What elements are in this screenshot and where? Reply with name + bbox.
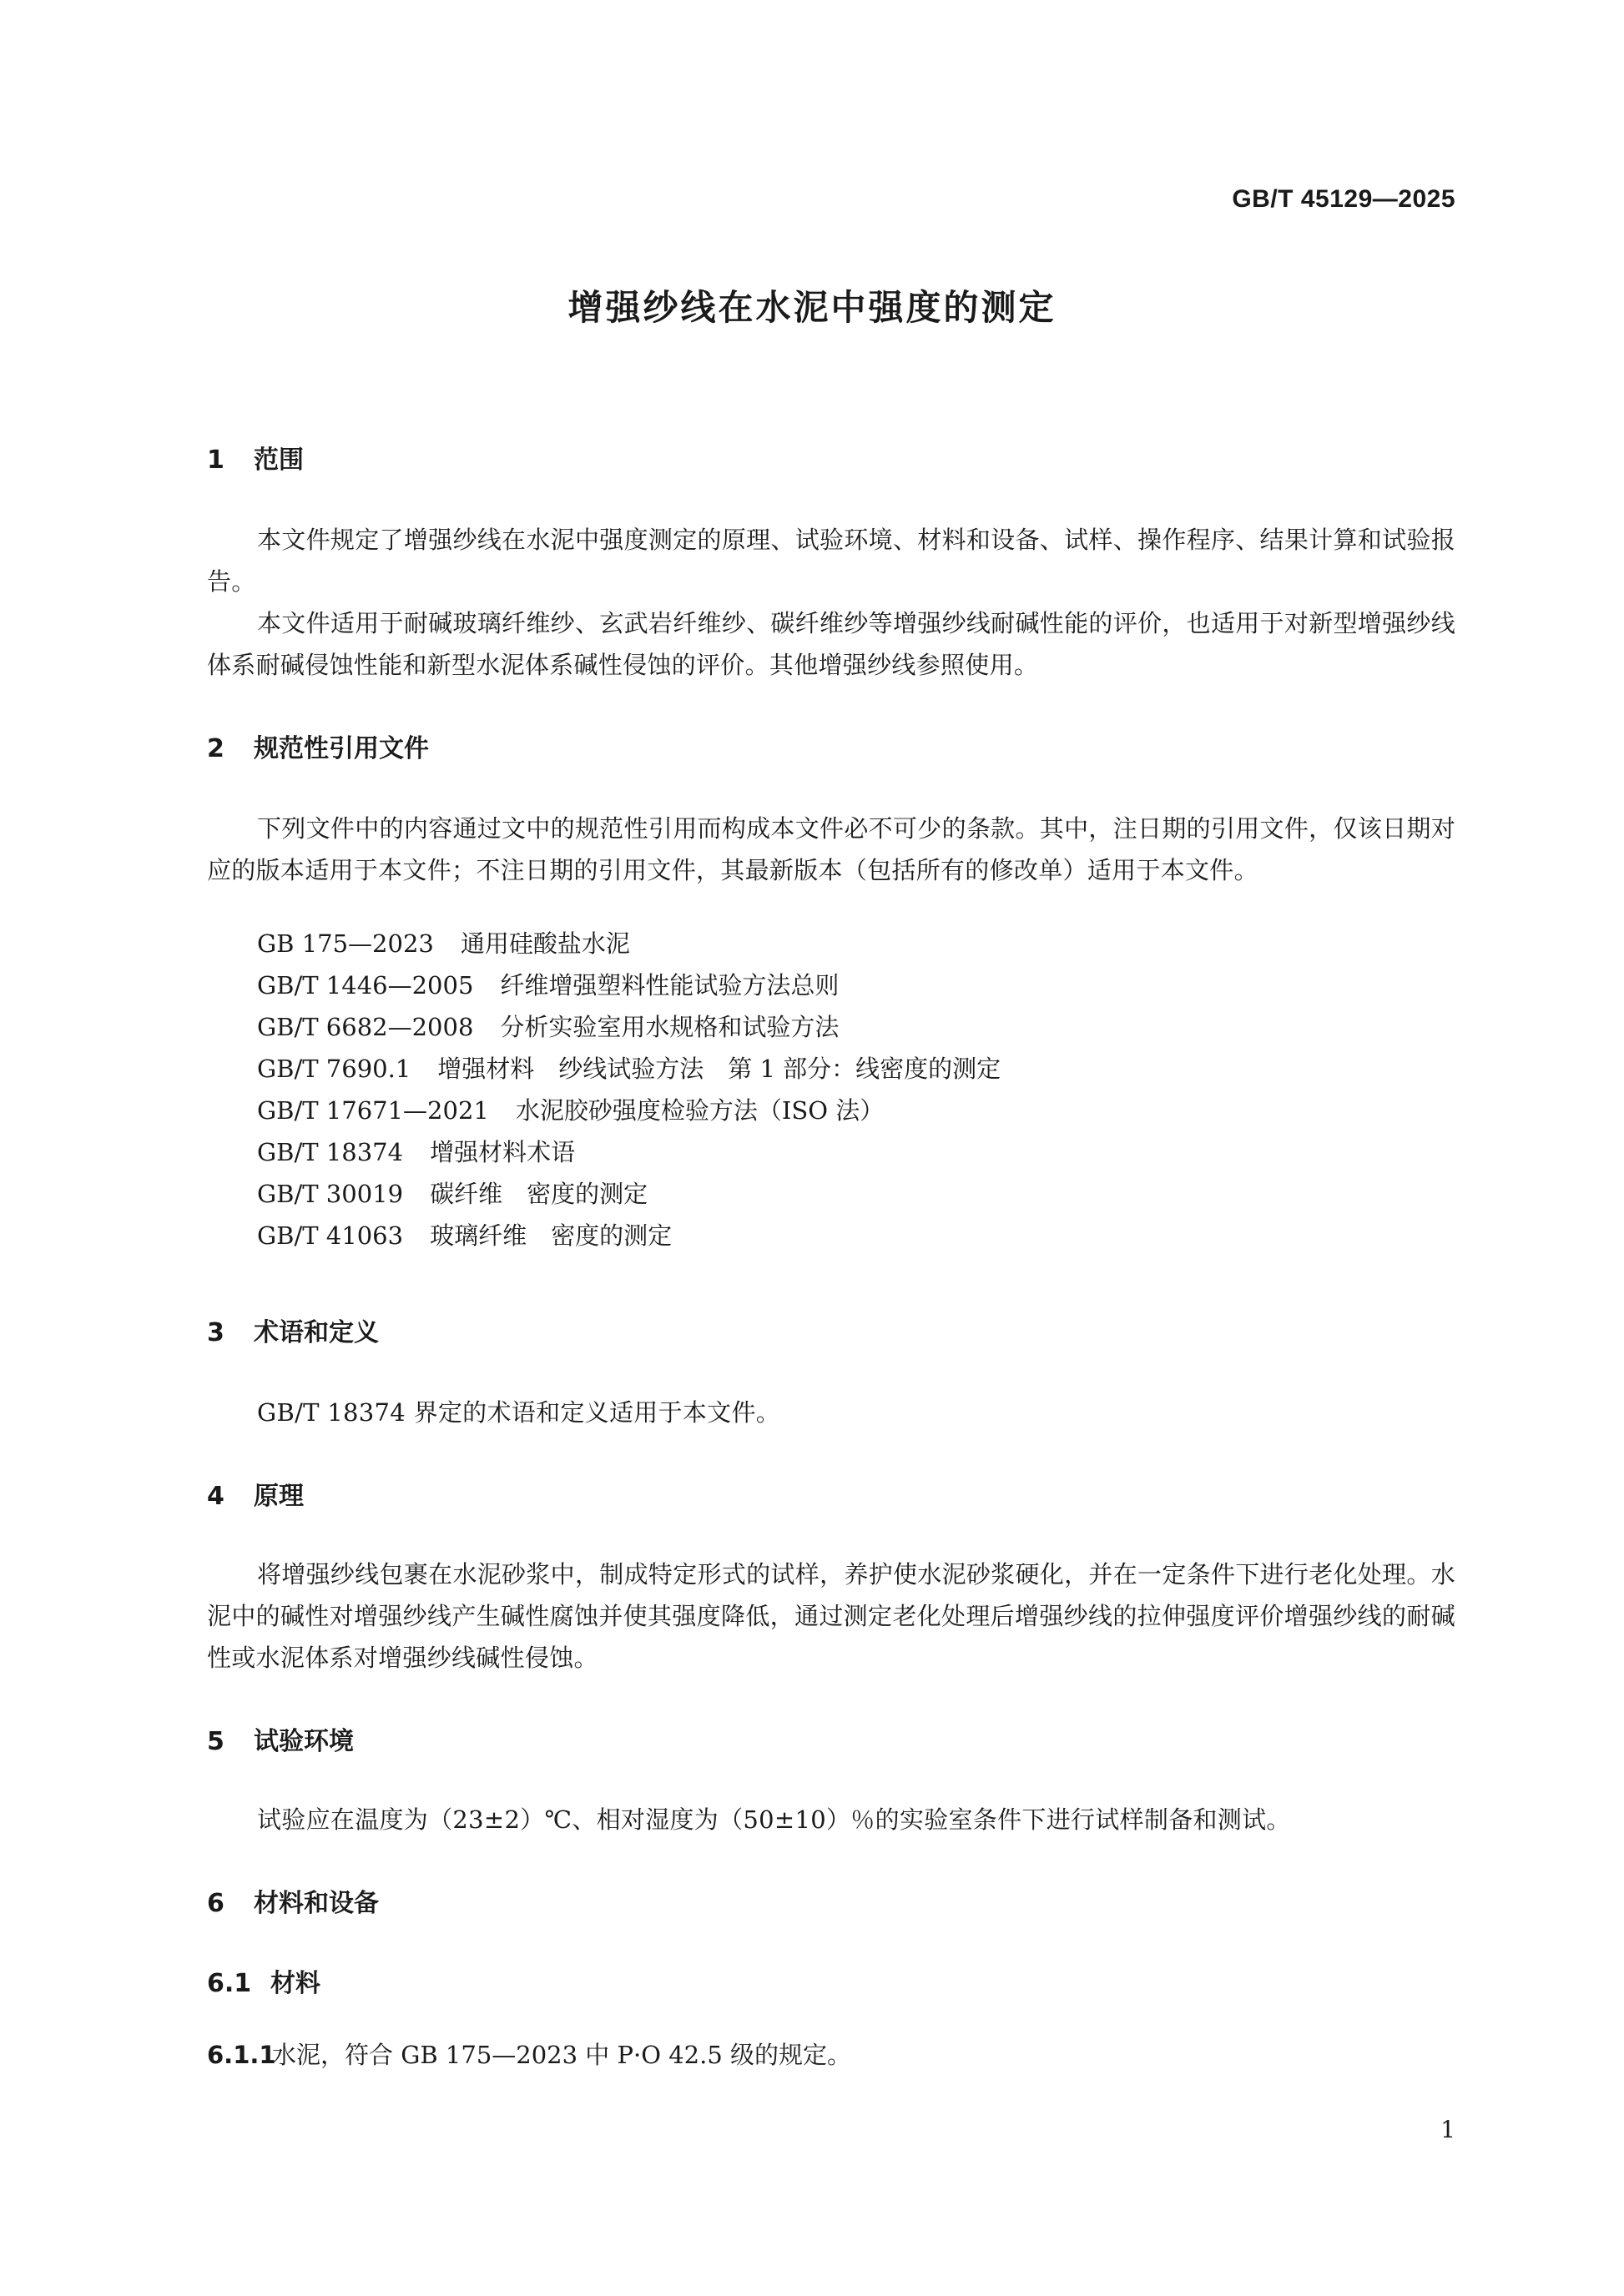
section-2-paragraph-1: 下列文件中的内容通过文中的规范性引用而构成本文件必不可少的条款。其中，注日期的引用文件，仅该日期对应的版本适用于本文件；不注日期的引用文件，其最新版本（包括所有的修改单）适用于本文件。: [207, 814, 1455, 884]
section-2-heading: [207, 728, 429, 764]
document-title: 增强纱线在水泥中强度的测定: [567, 287, 1057, 328]
section-number: 3: [207, 1318, 224, 1347]
section-1-paragraph-2: 本文件适用于耐碱玻璃纤维纱、玄武岩纤维纱、碳纤维纱等增强纱线耐碱性能的评价，也适用于对新型增强纱线体系耐碱侵蚀性能和新型水泥体系碱性侵蚀的评价。其他增强纱线参照使用。: [207, 609, 1455, 679]
reference-code: GB/T 6682—2008: [257, 1013, 474, 1041]
section-6-1-heading: [207, 1962, 320, 1999]
section-6-heading: [207, 1882, 379, 1919]
reference-item: [257, 1131, 1001, 1173]
reference-code: GB 175—2023: [257, 929, 434, 958]
reference-item: [257, 1048, 1001, 1090]
reference-name: 增强材料 纱线试验方法 第 1 部分：线密度的测定: [437, 1055, 1001, 1083]
reference-name: 玻璃纤维 密度的测定: [430, 1221, 673, 1250]
section-number: 4: [207, 1482, 224, 1511]
page-number: 1: [1440, 2116, 1455, 2143]
reference-name: 增强材料术语: [430, 1138, 576, 1166]
reference-item: [257, 964, 1001, 1006]
reference-name: 水泥胶砂强度检验方法（ISO 法）: [515, 1096, 885, 1125]
section-number: 1: [207, 446, 224, 475]
reference-name: 分析实验室用水规格和试验方法: [500, 1013, 840, 1041]
section-3-heading: [207, 1312, 379, 1348]
clause-number: 6.1.1: [207, 2041, 276, 2069]
reference-name: 纤维增强塑料性能试验方法总则: [500, 971, 840, 999]
section-number: 6.1: [207, 1969, 252, 1998]
section-title: 规范性引用文件: [254, 734, 429, 763]
reference-code: GB/T 18374: [257, 1138, 404, 1166]
reference-code: GB/T 30019: [257, 1180, 404, 1208]
section-title: 术语和定义: [254, 1318, 379, 1347]
section-number: 2: [207, 734, 224, 763]
section-title: 范围: [254, 446, 304, 475]
reference-item: [257, 1090, 1001, 1131]
section-title: 原理: [254, 1482, 304, 1511]
reference-item: [257, 1215, 1001, 1256]
reference-code: GB/T 41063: [257, 1221, 404, 1250]
reference-item: [257, 1173, 1001, 1215]
reference-name: 通用硅酸盐水泥: [460, 929, 630, 958]
section-4-heading: [207, 1475, 304, 1512]
section-5-heading: [207, 1720, 354, 1757]
reference-item: [257, 1006, 1001, 1048]
section-title: 材料和设备: [254, 1889, 379, 1918]
section-5-paragraph-1: 试验应在温度为（23±2）℃、相对湿度为（50±10）％的实验室条件下进行试样制备和测试。: [257, 1805, 1291, 1834]
section-1-paragraph-1: 本文件规定了增强纱线在水泥中强度测定的原理、试验环境、材料和设备、试样、操作程序、结果计算和试验报告。: [207, 526, 1455, 596]
clause-text: 水泥，符合 GB 175—2023 中 P·O 42.5 级的规定。: [272, 2041, 852, 2069]
clause-6-1-1: [207, 2034, 1455, 2076]
normative-references-list: [257, 923, 1001, 1256]
reference-code: GB/T 7690.1: [257, 1055, 411, 1083]
section-3-paragraph-1: GB/T 18374 界定的术语和定义适用于本文件。: [257, 1398, 781, 1427]
section-title: 材料: [270, 1969, 320, 1998]
reference-code: GB/T 17671—2021: [257, 1096, 489, 1125]
reference-item: [257, 923, 1001, 964]
section-number: 5: [207, 1727, 224, 1756]
section-title: 试验环境: [254, 1727, 354, 1756]
section-4-paragraph-1: 将增强纱线包裹在水泥砂浆中，制成特定形式的试样，养护使水泥砂浆硬化，并在一定条件下进行老化处理。水泥中的碱性对增强纱线产生碱性腐蚀并使其强度降低，通过测定老化处理后增强纱线的拉伸强度评价增强纱线的耐碱性或水泥体系对增强纱线碱性侵蚀。: [207, 1560, 1455, 1672]
standard-code: GB/T 45129—2025: [1232, 185, 1455, 213]
reference-name: 碳纤维 密度的测定: [430, 1180, 648, 1208]
section-number: 6: [207, 1889, 224, 1918]
reference-code: GB/T 1446—2005: [257, 971, 474, 999]
section-1-heading: [207, 439, 304, 476]
